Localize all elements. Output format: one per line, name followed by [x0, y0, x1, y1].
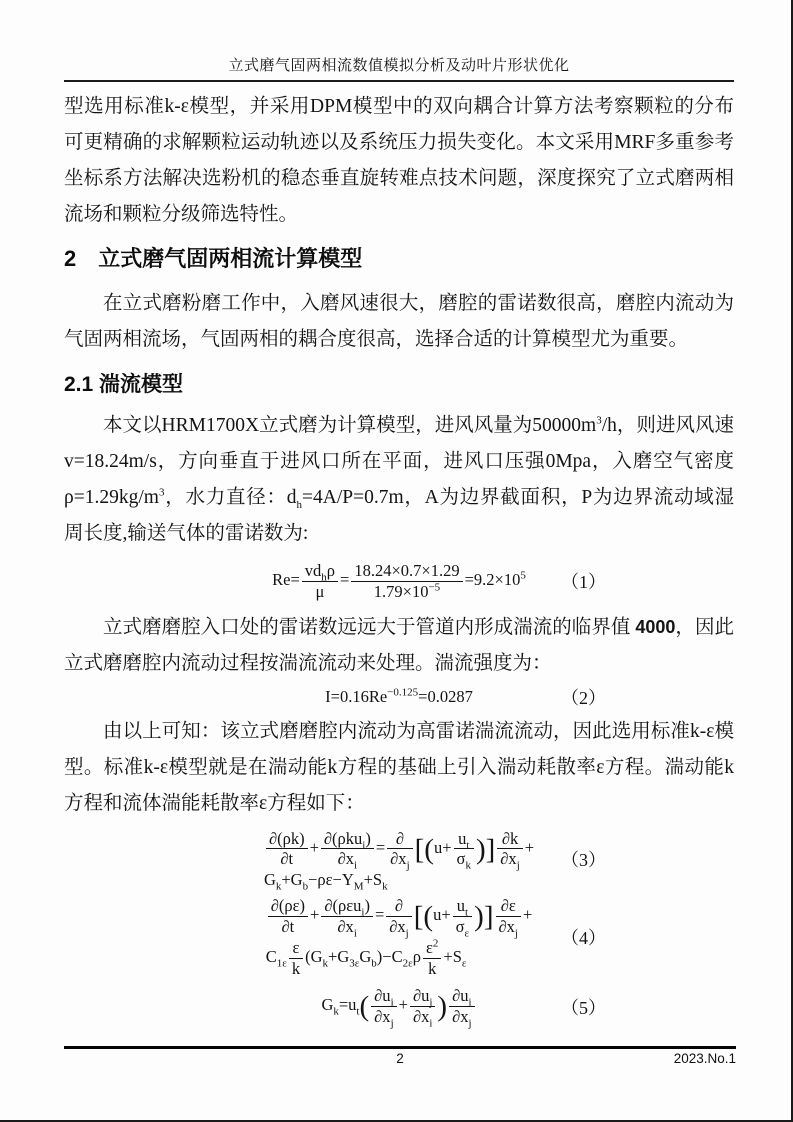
journal-issue: 2023.No.1: [673, 1051, 736, 1066]
equation-1-label: （1）: [561, 572, 606, 593]
equation-3-line2: $G_k+G_b-\rho\varepsilon-Y_M+S_k$: [263, 870, 388, 893]
equation-5-gk-production: [64, 985, 734, 1028]
paragraph-section2-overview: 在立式磨粉磨工作中，入磨风速很大，磨腔的雷诺数很高，磨腔内流动为气固两相流场，气固两相的耦合度很高，选择合适的计算模型尤为重要。: [64, 293, 734, 350]
equation-2-turbulence-intensity: [64, 686, 734, 708]
equation-1-reynolds-number: [64, 560, 734, 603]
equation-4-label: （4）: [561, 928, 606, 949]
equation-1-expression: Re= $\frac{vd_h\rho}{\mu}$ = $\frac{18.24\times 0.7\times 1.29}{1.79\times 10^{-5}}$ $=9.2\times 10^5$: [272, 561, 526, 601]
equation-4-line1: $\frac{\partial(\rho\varepsilon)}{\partial t}$ + $\frac{\partial(\rho\varepsilon u_i)}{\partial x_i}$ = $\frac{\partial}{\partial x_j}$ [(u+ $\frac{u_t}{\sigma_\varepsilon}$ )] $\frac{\partial\varepsilon}{\partial x_j}$ +: [266, 896, 533, 937]
equation-2-expression: $I=0.16Re^{-0.125}=0.0287$: [325, 686, 473, 706]
document-body: [64, 89, 734, 1028]
paragraph-intro-continuation: 型选用标准k-ε模型，并采用DPM模型中的双向耦合计算方法考察颗粒的分布可更精确的求解颗粒运动轨迹以及系统压力损失变化。本文采用MRF多重参考坐标系方法解决选粉机的稳态垂直旋转难点技术问题，深度探究了立式磨两相流场和颗粒分级筛选特性。: [64, 96, 734, 225]
paragraph-turbulence-criterion: 立式磨磨腔入口处的雷诺数远远大于管道内形成湍流的临界值 4000，因此立式磨磨腔内流动过程按湍流流动来处理。湍流强度为：: [64, 616, 734, 674]
equation-4-epsilon-transport: [64, 895, 734, 979]
equation-3-line1: $\frac{\partial(\rho k)}{\partial t}$ + $\frac{\partial(\rho ku_i)}{\partial x_i}$ = $\frac{\partial}{\partial x_j}$ [(u+ $\frac{u_t}{\sigma_k}$ )] $\frac{\partial k}{\partial x_j}$ +: [264, 829, 534, 870]
paragraph-k-epsilon-model: 由以上可知：该立式磨磨腔内流动为高雷诺湍流流动，因此选用标准k-ε模型。标准k-ε模型就是在湍动能k方程的基础上引入湍动耗散率ε方程。湍动能k方程和流体湍能耗散率ε方程如下：: [64, 720, 734, 814]
header-divider: [64, 80, 734, 82]
equation-3-label: （3）: [561, 850, 606, 871]
running-head-title: 立式磨气固两相流数值模拟分析及动叶片形状优化: [228, 58, 570, 74]
page-footer: [64, 1046, 736, 1071]
section-heading-2: 2 立式磨气固两相流计算模型: [64, 246, 363, 271]
equation-3-k-transport: [64, 828, 734, 892]
equation-5-expression: $G_k=u_t$( $\frac{\partial u_i}{\partial x_j}$ + $\frac{\partial u_j}{\partial x_i}$ ) $\frac{\partial u_i}{\partial x_j}$: [321, 986, 476, 1027]
equation-5-label: （5）: [561, 997, 606, 1018]
page-header: [64, 0, 734, 82]
page-number: 2: [396, 1051, 404, 1066]
subsection-heading-2-1: 2.1 湍流模型: [64, 373, 184, 396]
equation-2-label: （2）: [561, 687, 606, 708]
footer-divider: [64, 1046, 736, 1049]
equation-4-line2: $C_{1\varepsilon}$ $\frac{\varepsilon}{k}$ $(G_k+G_{3\varepsilon}G_b)-C_{2\varepsilon}\rho$ $\frac{\varepsilon^2}{k}$ $+S_\varepsilon$: [265, 937, 467, 978]
paragraph-model-parameters: 本文以HRM1700X立式磨为计算模型，进风风量为$50000m^3/h$，则进风风速v=18.24m/s，方向垂直于进风口所在平面，进风口压强0Mpa，入磨空气密度$\rho=1.29kg/m^3$，水力直径：$d_h=4A/P=0.7m$，A为边界截面积，P为边界流动域湿周长度,输送气体的雷诺数为:: [64, 414, 735, 544]
